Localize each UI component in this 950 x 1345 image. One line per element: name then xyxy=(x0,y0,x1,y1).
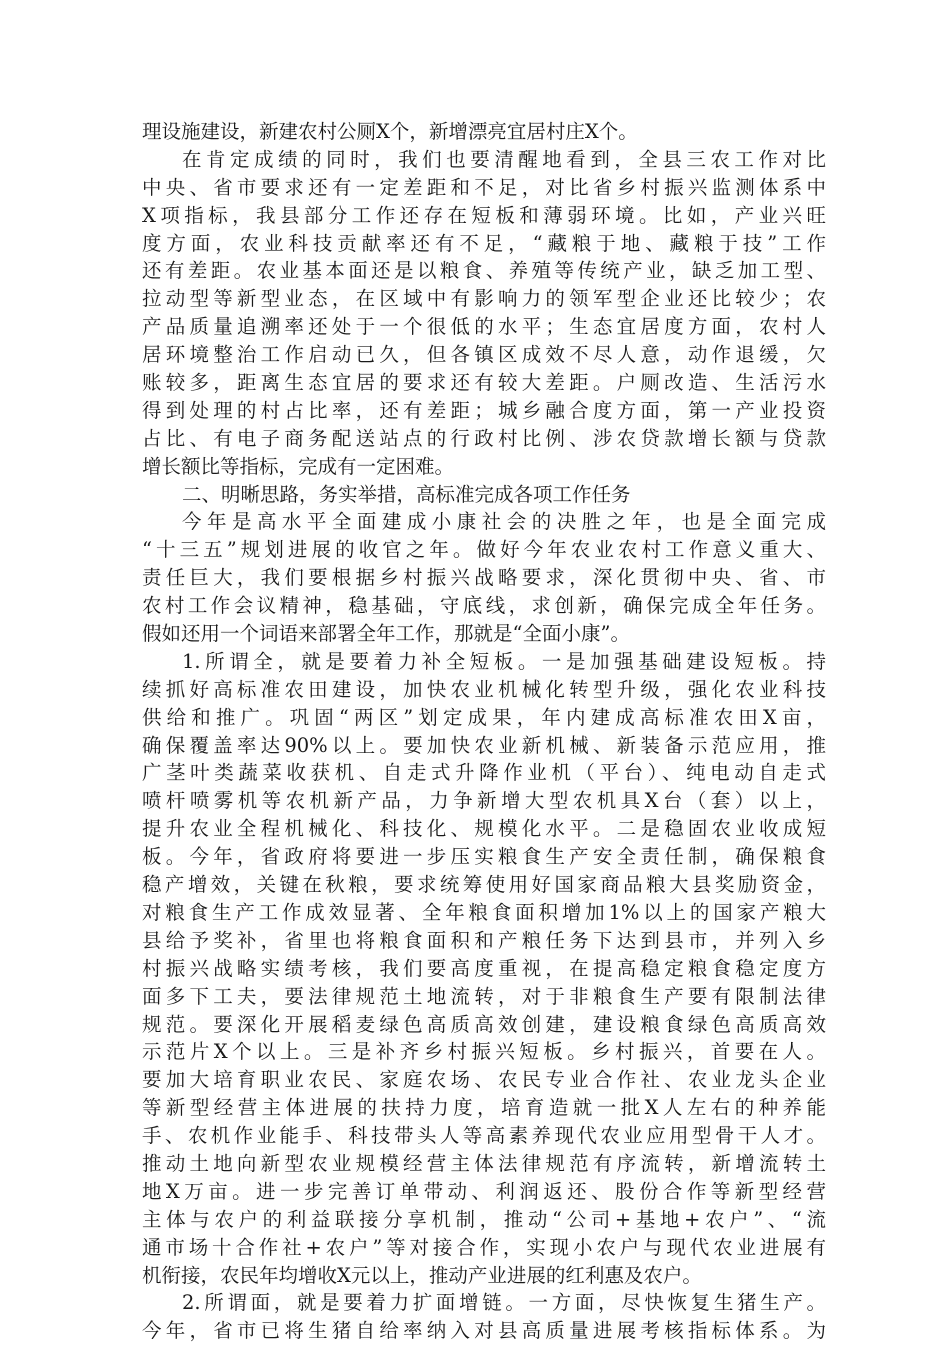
text-line: 1.所谓全，就是要着力补全短板。一是加强基础建设短板。持 xyxy=(182,649,826,673)
text-line: 度方面，农业科技贡献率还有不足，“藏粮于地、藏粮于技”工作 xyxy=(142,231,826,255)
text-line: 广茎叶类蔬菜收获机、自走式升降作业机（平台）、纯电动自走式 xyxy=(142,761,826,785)
text-line: 地X万亩。进一步完善订单带动、利润返还、股份合作等新型经营 xyxy=(142,1179,826,1203)
text-line: 居环境整治工作启动已久，但各镇区成效不尽人意，动作退缓，欠 xyxy=(142,343,826,367)
text-line: 今年，省市已将生猪自给率纳入对县高质量进展考核指标体系。为 xyxy=(142,1319,826,1343)
text-line: 责任巨大，我们要根据乡村振兴战略要求，深化贯彻中央、省、市 xyxy=(142,566,826,590)
text-line: 占比、有电子商务配送站点的行政村比例、涉农贷款增长额与贷款 xyxy=(142,426,826,450)
text-line: 要加大培育职业农民、家庭农场、农民专业合作社、农业龙头企业 xyxy=(142,1068,826,1092)
text-line: 账较多，距离生态宜居的要求还有较大差距。户厕改造、生活污水 xyxy=(142,371,826,395)
text-line: 板。今年，省政府将要进一步压实粮食生产安全责任制，确保粮食 xyxy=(142,845,826,869)
text-line: 今年是高水平全面建成小康社会的决胜之年，也是全面完成 xyxy=(182,510,826,534)
text-line: 规范。要深化开展稻麦绿色高质高效创建，建设粮食绿色高质高效 xyxy=(142,1012,826,1036)
text-line: 在肯定成绩的同时，我们也要清醒地看到，全县三农工作对比 xyxy=(182,147,826,171)
document-body xyxy=(142,118,826,1345)
text-line: 县给予奖补，省里也将粮食面积和产粮任务下达到县市，并列入乡 xyxy=(142,928,826,952)
text-line: X项指标，我县部分工作还存在短板和薄弱环境。比如，产业兴旺 xyxy=(142,203,826,227)
text-line: 提升农业全程机械化、科技化、规模化水平。二是稳固农业收成短 xyxy=(142,817,826,841)
text-line: 示范片X个以上。三是补齐乡村振兴短板。乡村振兴，首要在人。 xyxy=(142,1040,826,1064)
text-line: 还有差距。农业基本面还是以粮食、养殖等传统产业，缺乏加工型、 xyxy=(142,259,826,283)
text-line: 假如还用一个词语来部署全年工作，那就是“全面小康”。 xyxy=(142,622,630,646)
text-line: 2.所谓面，就是要着力扩面增链。一方面，尽快恢复生猪生产。 xyxy=(182,1291,826,1315)
text-line: 供给和推广。巩固“两区”划定成果，年内建成高标准农田X亩， xyxy=(142,705,826,729)
text-line: 面多下工夫，要法律规范土地流转，对于非粮食生产要有限制法律 xyxy=(142,984,826,1008)
text-line: 主体与农户的利益联接分享机制，推动“公司+基地+农户”、“流 xyxy=(142,1207,826,1231)
text-line: 产品质量追溯率还处于一个很低的水平；生态宜居度方面，农村人 xyxy=(142,315,826,339)
text-line: 农村工作会议精神，稳基础，守底线，求创新，确保完成全年任务。 xyxy=(142,594,826,618)
text-line: 增长额比等指标，完成有一定困难。 xyxy=(142,454,455,478)
text-line: 喷杆喷雾机等农机新产品，力争新增大型农机具X台（套）以上， xyxy=(142,789,826,813)
text-line: 推动土地向新型农业规模经营主体法律规范有序流转，新增流转土 xyxy=(142,1151,826,1175)
text-line: 拉动型等新型业态，在区域中有影响力的领军型企业还比较少；农 xyxy=(142,287,826,311)
text-line: 中央、省市要求还有一定差距和不足，对比省乡村振兴监测体系中 xyxy=(142,175,826,199)
text-line: 对粮食生产工作成效显著、全年粮食面积增加1%以上的国家产粮大 xyxy=(142,900,826,924)
text-line: 续抓好高标准农田建设，加快农业机械化转型升级，强化农业科技 xyxy=(142,677,826,701)
text-line: 理设施建设，新建农村公厕X个，新增漂亮宜居村庄X个。 xyxy=(142,120,638,143)
text-line: 村振兴战略实绩考核，我们要高度重视，在提高稳定粮食稳定度方 xyxy=(142,956,826,980)
text-line: 手、农机作业能手、科技带头人等高素养现代农业应用型骨干人才。 xyxy=(142,1124,826,1148)
text-line: 得到处理的村占比率，还有差距；城乡融合度方面，第一产业投资 xyxy=(142,398,826,422)
text-line: 等新型经营主体进展的扶持力度，培育造就一批X人左右的种养能 xyxy=(142,1096,826,1120)
text-line: 机衔接，农民年均增收X元以上，推动产业进展的红利惠及农户。 xyxy=(142,1263,702,1287)
text-line: 确保覆盖率达90%以上。要加快农业新机械、新装备示范应用，推 xyxy=(142,733,826,757)
text-line: 通市场十合作社+农户”等对接合作，实现小农户与现代农业进展有 xyxy=(142,1235,826,1259)
text-line: 二、明晰思路，务实举措，高标准完成各项工作任务 xyxy=(182,482,631,506)
text-line: “十三五”规划进展的收官之年。做好今年农业农村工作意义重大、 xyxy=(142,538,826,562)
text-line: 稳产增效，关键在秋粮，要求统筹使用好国家商品粮大县奖励资金， xyxy=(142,873,826,897)
